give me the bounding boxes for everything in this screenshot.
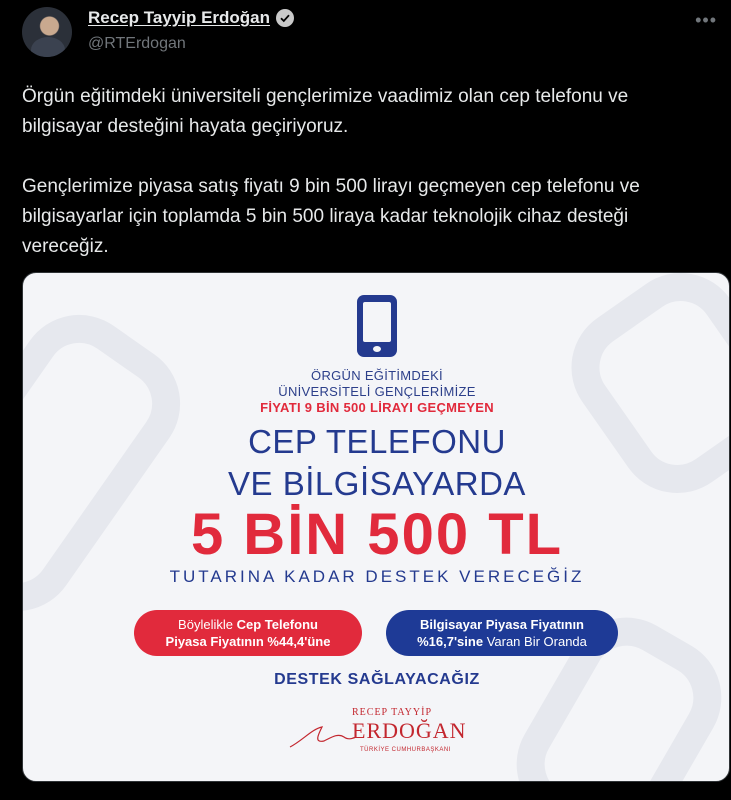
pill-text-bold: Bilgisayar Piyasa Fiyatının [419,617,585,632]
pill-line [166,633,331,650]
pill-text-bold: %16,7'sine [417,634,484,649]
tweet-paragraph: Örgün eğitimdeki üniversiteli gençlerimize vaadimiz olan cep telefonu ve bilgisayar desteğini hayata geçiriyoruz. [22,86,629,137]
media-headline: CEP TELEFONU [248,423,506,460]
media-line-highlight: FİYATI 9 BİN 500 LİRAYI GEÇMEYEN [260,400,494,415]
media-amount: 5 BİN 500 TL [190,502,564,567]
pill-line [420,616,584,633]
author-row [88,8,294,28]
pill-text-bold: Cep Telefonu [236,617,318,632]
pill-line [417,633,587,650]
author-name[interactable]: Recep Tayyip Erdoğan [88,8,271,27]
signature-title: TÜRKİYE CUMHURBAŞKANI [360,747,451,753]
tweet-paragraph: Gençlerimize piyasa satış fiyatı 9 bin 500 lirayı geçmeyen cep telefonu ve bilgisayarlar için toplamda 5 bin 500 liraya kadar teknolojik cihaz desteği vereceğiz. [22,176,640,257]
media-line: ÖRGÜN EĞİTİMDEKİ [311,368,443,383]
media-support-text: DESTEK SAĞLAYACAĞIZ [274,671,480,688]
signature-scribble [288,723,358,753]
signature-first-names: RECEP TAYYİP [352,707,433,718]
tweet-media-image[interactable] [22,272,730,782]
info-pill-computer [386,610,618,656]
pill-text: Varan Bir Oranda [483,634,587,649]
signature [288,705,478,765]
pill-line [178,616,318,633]
info-pill-phone [134,610,362,656]
verified-badge-icon[interactable] [276,9,294,27]
tweet-text [22,82,712,262]
avatar[interactable] [22,7,72,57]
signature-surname: ERDOĞAN [352,718,467,743]
media-headline: VE BİLGİSAYARDA [228,465,526,502]
more-options-icon[interactable]: ••• [695,10,717,30]
phone-icon [357,295,397,357]
pill-text: Böylelikle [178,617,237,632]
media-line: ÜNİVERSİTELİ GENÇLERİMİZE [278,384,476,399]
pill-text-bold: Piyasa Fiyatının %44,4'üne [165,634,331,649]
media-subline: TUTARINA KADAR DESTEK VERECEĞİZ [169,567,585,586]
author-handle[interactable]: @RTErdogan [88,35,186,52]
